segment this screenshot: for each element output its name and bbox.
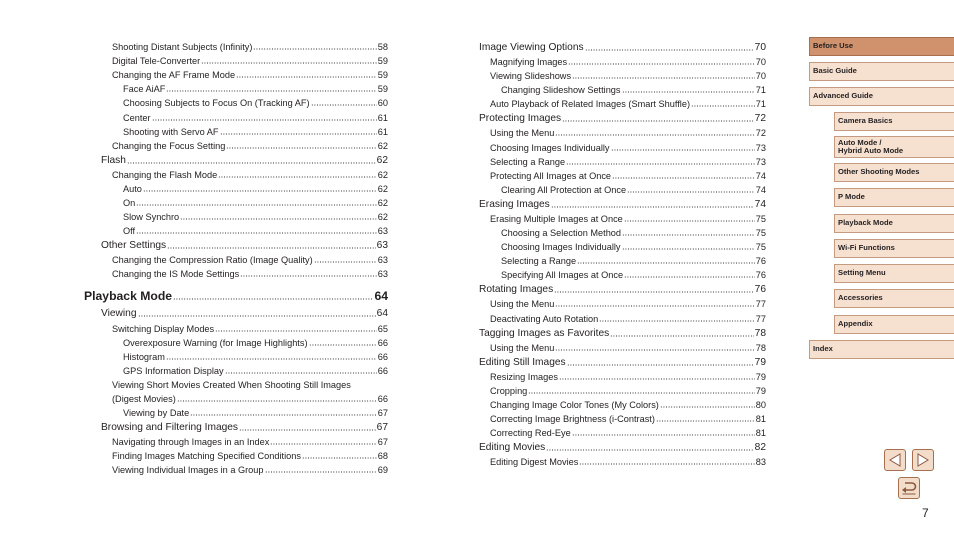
toc-entry-page: 79: [755, 371, 766, 382]
toc-entry-page: 74: [754, 198, 766, 210]
sidebar-tab-label-line: Auto Mode /: [838, 137, 882, 147]
dot-leader: [577, 261, 755, 265]
toc-entry-title: Flash: [101, 154, 126, 166]
toc-entry-page: 75: [755, 213, 766, 224]
toc-entry-page: 59: [377, 56, 388, 67]
toc-entry[interactable]: [84, 81, 388, 95]
toc-entry-title: GPS Information Display: [123, 365, 224, 376]
toc-entry[interactable]: [84, 124, 388, 138]
toc-entry[interactable]: [84, 209, 388, 223]
toc-entry[interactable]: [84, 167, 388, 181]
dot-leader: [554, 290, 753, 294]
toc-entry[interactable]: [84, 252, 388, 266]
toc-entry[interactable]: [84, 462, 388, 476]
toc-entry-title: Correcting Image Brightness (i-Contrast): [490, 413, 655, 424]
sidebar-tab-auto-mode[interactable]: [834, 136, 954, 158]
sidebar-tab-label: [838, 193, 865, 202]
toc-entry-title: Histogram: [123, 351, 165, 362]
dot-leader: [656, 419, 755, 423]
toc-entry-title: Overexposure Warning (for Image Highlights): [123, 337, 308, 348]
toc-entry-page: 77: [755, 299, 766, 310]
toc-entry[interactable]: [84, 305, 388, 320]
toc-entry-title: Editing Movies: [479, 442, 546, 454]
dot-leader: [555, 348, 754, 352]
toc-entry[interactable]: [84, 195, 388, 209]
dot-leader: [190, 413, 377, 417]
toc-entry[interactable]: [479, 439, 766, 454]
dot-leader: [622, 90, 755, 94]
toc-entry-title: Changing the IS Mode Settings: [112, 269, 240, 280]
dot-leader: [566, 162, 755, 166]
toc-entry-title: Changing the Compression Ratio (Image Quality): [112, 255, 313, 266]
sidebar-tab-label: [838, 244, 895, 253]
toc-entry[interactable]: [84, 335, 388, 349]
toc-entry[interactable]: [479, 110, 766, 125]
dot-leader: [572, 76, 755, 80]
sidebar-tab-label: [813, 67, 857, 76]
triangle-right-icon: [917, 453, 929, 467]
toc-entry-title: Specifying All Images at Once: [501, 270, 624, 281]
toc-entry-title: Changing the AF Frame Mode: [112, 70, 236, 81]
dot-leader: [239, 428, 376, 432]
toc-entry-page: 61: [377, 126, 388, 137]
toc-entry[interactable]: [84, 363, 388, 377]
sidebar-tab-label-line: Setting Menu: [838, 268, 886, 278]
dot-leader: [528, 391, 754, 395]
toc-entry-title: Choosing Subjects to Focus On (Tracking AF): [123, 98, 310, 109]
toc-entry-page: 69: [377, 465, 388, 476]
sidebar-tab-other-shooting-modes[interactable]: [834, 163, 954, 182]
sidebar-tab-label: [838, 139, 903, 156]
toc-entry[interactable]: [84, 138, 388, 152]
toc-entry-title: Selecting a Range: [490, 156, 566, 167]
toc-entry[interactable]: [84, 266, 388, 280]
toc-entry[interactable]: [479, 310, 766, 324]
dot-leader: [226, 146, 376, 150]
toc-entry[interactable]: [479, 54, 766, 68]
toc-entry[interactable]: [479, 211, 766, 225]
toc-entry-page: 74: [755, 170, 766, 181]
dot-leader: [220, 132, 377, 136]
dot-leader: [546, 448, 753, 452]
dot-leader: [599, 319, 754, 323]
toc-entry-title: Browsing and Filtering Images: [101, 422, 239, 434]
dot-leader: [691, 104, 755, 108]
toc-entry[interactable]: [479, 454, 766, 468]
sidebar-tab-label: [838, 269, 886, 278]
dot-leader: [612, 176, 755, 180]
dot-leader: [201, 61, 377, 65]
toc-entry[interactable]: [84, 349, 388, 363]
toc-entry[interactable]: [479, 39, 766, 54]
toc-entry-page: 67: [376, 422, 388, 434]
dot-leader: [236, 75, 377, 79]
toc-entry-title: Protecting All Images at Once: [490, 170, 612, 181]
toc-entry[interactable]: [479, 139, 766, 153]
toc-entry-title: Face AiAF: [123, 84, 166, 95]
dot-leader: [314, 260, 377, 264]
toc-entry-page: 59: [377, 84, 388, 95]
toc-entry-title: Using the Menu: [490, 342, 555, 353]
toc-entry-page: 61: [377, 112, 388, 123]
dot-leader: [660, 405, 755, 409]
toc-entry-page: 70: [754, 42, 766, 53]
toc-entry-title: Erasing Multiple Images at Once: [490, 213, 623, 224]
dot-leader: [136, 231, 377, 235]
toc-entry-page: 80: [755, 399, 766, 410]
toc-entry[interactable]: [84, 223, 388, 237]
dot-leader: [136, 203, 377, 207]
sidebar-tab-label-line: Advanced Guide: [813, 91, 873, 101]
toc-entry[interactable]: [84, 181, 388, 195]
toc-entry-title: Editing Still Images: [479, 356, 566, 368]
toc-entry-page: 75: [755, 242, 766, 253]
dot-leader: [309, 343, 377, 347]
toc-entry-page: 63: [377, 269, 388, 280]
toc-entry-page: 73: [755, 142, 766, 153]
toc-entry-title: Clearing All Protection at Once: [501, 184, 627, 195]
dot-leader: [166, 89, 376, 93]
sidebar-tab-label: [838, 168, 919, 177]
toc-entry-page: 73: [755, 156, 766, 167]
toc-entry-page: 74: [755, 184, 766, 195]
toc-entry[interactable]: [84, 377, 388, 391]
toc-entry-page: 76: [755, 270, 766, 281]
dot-leader: [138, 314, 376, 318]
toc-entry[interactable]: [84, 448, 388, 462]
sidebar-tab-label-line: P Mode: [838, 192, 865, 202]
sidebar-tab-label-line: Index: [813, 344, 833, 354]
toc-entry-title: Magnifying Images: [490, 57, 568, 68]
toc-entry-page: 62: [377, 183, 388, 194]
toc-entry[interactable]: [479, 411, 766, 425]
toc-entry-title: Choosing a Selection Method: [501, 228, 622, 239]
dot-leader: [180, 217, 377, 221]
triangle-left-icon: [889, 453, 901, 467]
toc-entry-title: Rotating Images: [479, 284, 554, 296]
toc-entry[interactable]: [84, 95, 388, 109]
dot-leader: [265, 470, 377, 474]
toc-entry-page: 66: [377, 365, 388, 376]
sidebar-tab-index[interactable]: [809, 340, 954, 359]
dot-leader: [215, 329, 377, 333]
sidebar-tab-basic-guide[interactable]: [809, 62, 954, 81]
toc-entry[interactable]: [84, 53, 388, 67]
toc-entry-page: 76: [755, 256, 766, 267]
toc-entry[interactable]: [84, 405, 388, 419]
toc-entry[interactable]: [479, 296, 766, 310]
dot-leader: [559, 377, 755, 381]
dot-leader: [302, 456, 377, 460]
toc-entry[interactable]: [84, 434, 388, 448]
sidebar-tab-playback-mode[interactable]: [834, 214, 954, 233]
toc-entry-page: 66: [377, 393, 388, 404]
toc-entry[interactable]: [479, 125, 766, 139]
toc-entry-page: 62: [377, 198, 388, 209]
sidebar-tab-camera-basics[interactable]: [834, 112, 954, 131]
toc-entry[interactable]: [84, 419, 388, 434]
toc-entry[interactable]: [479, 340, 766, 354]
toc-entry[interactable]: [479, 154, 766, 168]
sidebar-tab-label-line: Camera Basics: [838, 116, 893, 126]
dot-leader: [555, 133, 754, 137]
sidebar-tab-label-line: Wi-Fi Functions: [838, 243, 895, 253]
sidebar-tab-label-line: Hybrid Auto Mode: [838, 146, 904, 155]
toc-entry-title: Cropping: [490, 385, 528, 396]
dot-leader: [173, 297, 373, 301]
toc-entry-page: 76: [754, 284, 766, 296]
sidebar-tab-label: [813, 345, 833, 354]
sidebar-tab-label: [838, 320, 873, 329]
toc-entry-page: 72: [754, 113, 766, 125]
toc-entry[interactable]: [479, 325, 766, 340]
toc-entry[interactable]: [84, 237, 388, 252]
toc-entry-page: 63: [377, 226, 388, 237]
toc-entry-title: Changing the Focus Setting: [112, 140, 226, 151]
toc-entry[interactable]: [479, 354, 766, 369]
dot-leader: [567, 363, 754, 367]
toc-entry-title: Finding Images Matching Specified Conditions: [112, 451, 301, 462]
toc-entry-page: 83: [755, 457, 766, 468]
toc-entry-title: Other Settings: [101, 240, 167, 252]
toc-entry-title: Using the Menu: [490, 299, 555, 310]
toc-entry-title: Playback Mode: [84, 289, 173, 304]
sidebar-tab-label: [813, 92, 873, 101]
sidebar-tab-label: [813, 42, 853, 51]
dot-leader: [177, 399, 377, 403]
dot-leader: [579, 462, 754, 466]
dot-leader: [627, 190, 755, 194]
toc-entry-title: Viewing Slideshows: [490, 71, 572, 82]
dot-leader: [270, 442, 376, 446]
toc-entry-title: Erasing Images: [479, 198, 550, 210]
sidebar-tab-appendix[interactable]: [834, 315, 954, 334]
toc-entry[interactable]: [84, 109, 388, 123]
toc-entry[interactable]: [479, 369, 766, 383]
toc-entry-title: Navigating through Images in an Index: [112, 437, 270, 448]
toc-entry-title: Choosing Images Individually: [490, 142, 610, 153]
toc-entry-page: 67: [377, 437, 388, 448]
toc-entry[interactable]: [84, 286, 388, 303]
dot-leader: [624, 219, 755, 223]
toc-entry-page: 64: [374, 289, 388, 304]
toc-entry[interactable]: [479, 397, 766, 411]
dot-leader: [610, 334, 753, 338]
toc-entry-title: Digital Tele-Converter: [112, 56, 201, 67]
toc-entry-page: 67: [377, 408, 388, 419]
next-page-button[interactable]: [912, 449, 934, 471]
toc-entry[interactable]: [479, 82, 766, 96]
toc-entry-title: Auto Playback of Related Images (Smart Shuffle): [490, 99, 691, 110]
toc-entry-title: Center: [123, 112, 151, 123]
sidebar-tab-label-line: Playback Mode: [838, 218, 893, 228]
return-button[interactable]: [898, 477, 920, 499]
toc-entry-title: Editing Digest Movies: [490, 457, 579, 468]
toc-entry[interactable]: [84, 391, 388, 405]
toc-entry-page: 63: [377, 255, 388, 266]
toc-entry-title: Using the Menu: [490, 128, 555, 139]
toc-entry-title: Viewing Individual Images in a Group: [112, 465, 264, 476]
toc-entry-title: Slow Synchro: [123, 212, 180, 223]
toc-entry-title: Image Viewing Options: [479, 42, 584, 53]
toc-entry-title: Choosing Images Individually: [501, 242, 621, 253]
toc-entry-page: 79: [755, 385, 766, 396]
dot-leader: [622, 233, 755, 237]
toc-entry[interactable]: [479, 267, 766, 281]
return-arrow-icon: [901, 481, 917, 495]
toc-entry-page: 62: [377, 140, 388, 151]
toc-entry-page: 66: [377, 351, 388, 362]
toc-entry[interactable]: [479, 182, 766, 196]
toc-entry-title: Shooting Distant Subjects (Infinity): [112, 42, 253, 53]
toc-entry-title: On: [123, 198, 136, 209]
toc-entry[interactable]: [84, 39, 388, 53]
toc-entry-title: Selecting a Range: [501, 256, 577, 267]
toc-entry[interactable]: [479, 68, 766, 82]
toc-entry-page: 82: [754, 442, 766, 454]
toc-entry[interactable]: [479, 383, 766, 397]
toc-entry-title: Viewing: [101, 308, 137, 320]
toc-entry-page: 81: [755, 413, 766, 424]
dot-leader: [167, 246, 376, 250]
toc-entry-page: 77: [755, 313, 766, 324]
sidebar-tab-label-line: Basic Guide: [813, 66, 857, 76]
toc-entry-title: Auto: [123, 183, 142, 194]
dot-leader: [127, 161, 376, 165]
toc-entry-title: (Digest Movies): [112, 393, 176, 404]
toc-entry[interactable]: [84, 152, 388, 167]
sidebar-tab-p-mode[interactable]: [834, 188, 954, 207]
toc-entry[interactable]: [84, 320, 388, 334]
toc-entry-title: Resizing Images: [490, 371, 558, 382]
dot-leader: [152, 118, 377, 122]
toc-entry-title: Protecting Images: [479, 113, 562, 125]
sidebar-tab-label: [838, 117, 892, 126]
toc-entry-title: Viewing Short Movies Created When Shooting Still Images: [112, 379, 351, 390]
toc-entry-page: 66: [377, 337, 388, 348]
toc-entry[interactable]: [479, 196, 766, 211]
previous-page-button[interactable]: [884, 449, 906, 471]
dot-leader: [551, 205, 754, 209]
dot-leader: [166, 357, 377, 361]
toc-entry[interactable]: [84, 67, 388, 81]
toc-entry-title: Off: [123, 226, 136, 237]
dot-leader: [253, 47, 376, 51]
dot-leader: [311, 103, 377, 107]
dot-leader: [572, 433, 755, 437]
toc-entry-page: 79: [754, 356, 766, 368]
dot-leader: [585, 48, 754, 52]
toc-entry-page: 62: [376, 154, 388, 166]
toc-entry-title: Switching Display Modes: [112, 323, 215, 334]
sidebar-tab-advanced-guide[interactable]: [809, 87, 954, 106]
toc-entry-page: 59: [377, 70, 388, 81]
sidebar-tab-label-line: Appendix: [838, 319, 873, 329]
toc-entry[interactable]: [479, 225, 766, 239]
toc-entry-title: Tagging Images as Favorites: [479, 327, 610, 339]
toc-entry-page: 78: [755, 342, 766, 353]
toc-entry-page: 72: [755, 128, 766, 139]
toc-column-left: [84, 39, 388, 476]
sidebar-tab-setting-menu[interactable]: [834, 264, 954, 283]
toc-entry-title: Deactivating Auto Rotation: [490, 313, 599, 324]
sidebar-tab-label-line: Before Use: [813, 41, 854, 51]
dot-leader: [568, 62, 755, 66]
toc-entry-title: Changing the Flash Mode: [112, 169, 218, 180]
toc-entry[interactable]: [479, 281, 766, 296]
sidebar-tab-label-line: Other Shooting Modes: [838, 167, 920, 177]
toc-entry-page: 64: [376, 308, 388, 320]
toc-entry[interactable]: [479, 253, 766, 267]
dot-leader: [218, 175, 377, 179]
toc-entry-title: Changing Slideshow Settings: [501, 85, 621, 96]
toc-entry-page: 63: [376, 240, 388, 252]
dot-leader: [562, 119, 754, 123]
toc-entry-title: Changing Image Color Tones (My Colors): [490, 399, 659, 410]
toc-column-middle: [479, 39, 766, 468]
toc-entry-page: 70: [755, 57, 766, 68]
toc-entry-page: 71: [755, 85, 766, 96]
toc-entry-page: 68: [377, 451, 388, 462]
dot-leader: [225, 371, 377, 375]
toc-entry-page: 71: [755, 99, 766, 110]
toc-entry-page: 58: [377, 42, 388, 53]
toc-entry[interactable]: [479, 425, 766, 439]
toc-entry-title: Correcting Red-Eye: [490, 428, 571, 439]
toc-entry-page: 78: [754, 327, 766, 339]
dot-leader: [240, 274, 377, 278]
sidebar-tab-wi-fi-functions[interactable]: [834, 239, 954, 258]
toc-entry-page: 75: [755, 228, 766, 239]
dot-leader: [555, 304, 754, 308]
sidebar-tab-label: [838, 294, 883, 303]
sidebar-tab-label: [838, 219, 893, 228]
sidebar-tab-label-line: Accessories: [838, 293, 883, 303]
dot-leader: [611, 148, 755, 152]
toc-entry[interactable]: [479, 239, 766, 253]
page-number: 7: [922, 506, 929, 520]
toc-entry[interactable]: [479, 96, 766, 110]
toc-entry-page: 62: [377, 169, 388, 180]
toc-entry-page: 70: [755, 71, 766, 82]
sidebar-tab-accessories[interactable]: [834, 289, 954, 308]
toc-entry-page: 81: [755, 428, 766, 439]
toc-entry-page: 65: [377, 323, 388, 334]
dot-leader: [622, 247, 755, 251]
toc-entry[interactable]: [479, 168, 766, 182]
toc-entry-title: Shooting with Servo AF: [123, 126, 219, 137]
toc-entry-page: 62: [377, 212, 388, 223]
toc-entry-page: 60: [377, 98, 388, 109]
dot-leader: [143, 189, 377, 193]
sidebar-tab-before-use[interactable]: [809, 37, 954, 56]
dot-leader: [624, 275, 755, 279]
toc-entry-title: Viewing by Date: [123, 408, 190, 419]
